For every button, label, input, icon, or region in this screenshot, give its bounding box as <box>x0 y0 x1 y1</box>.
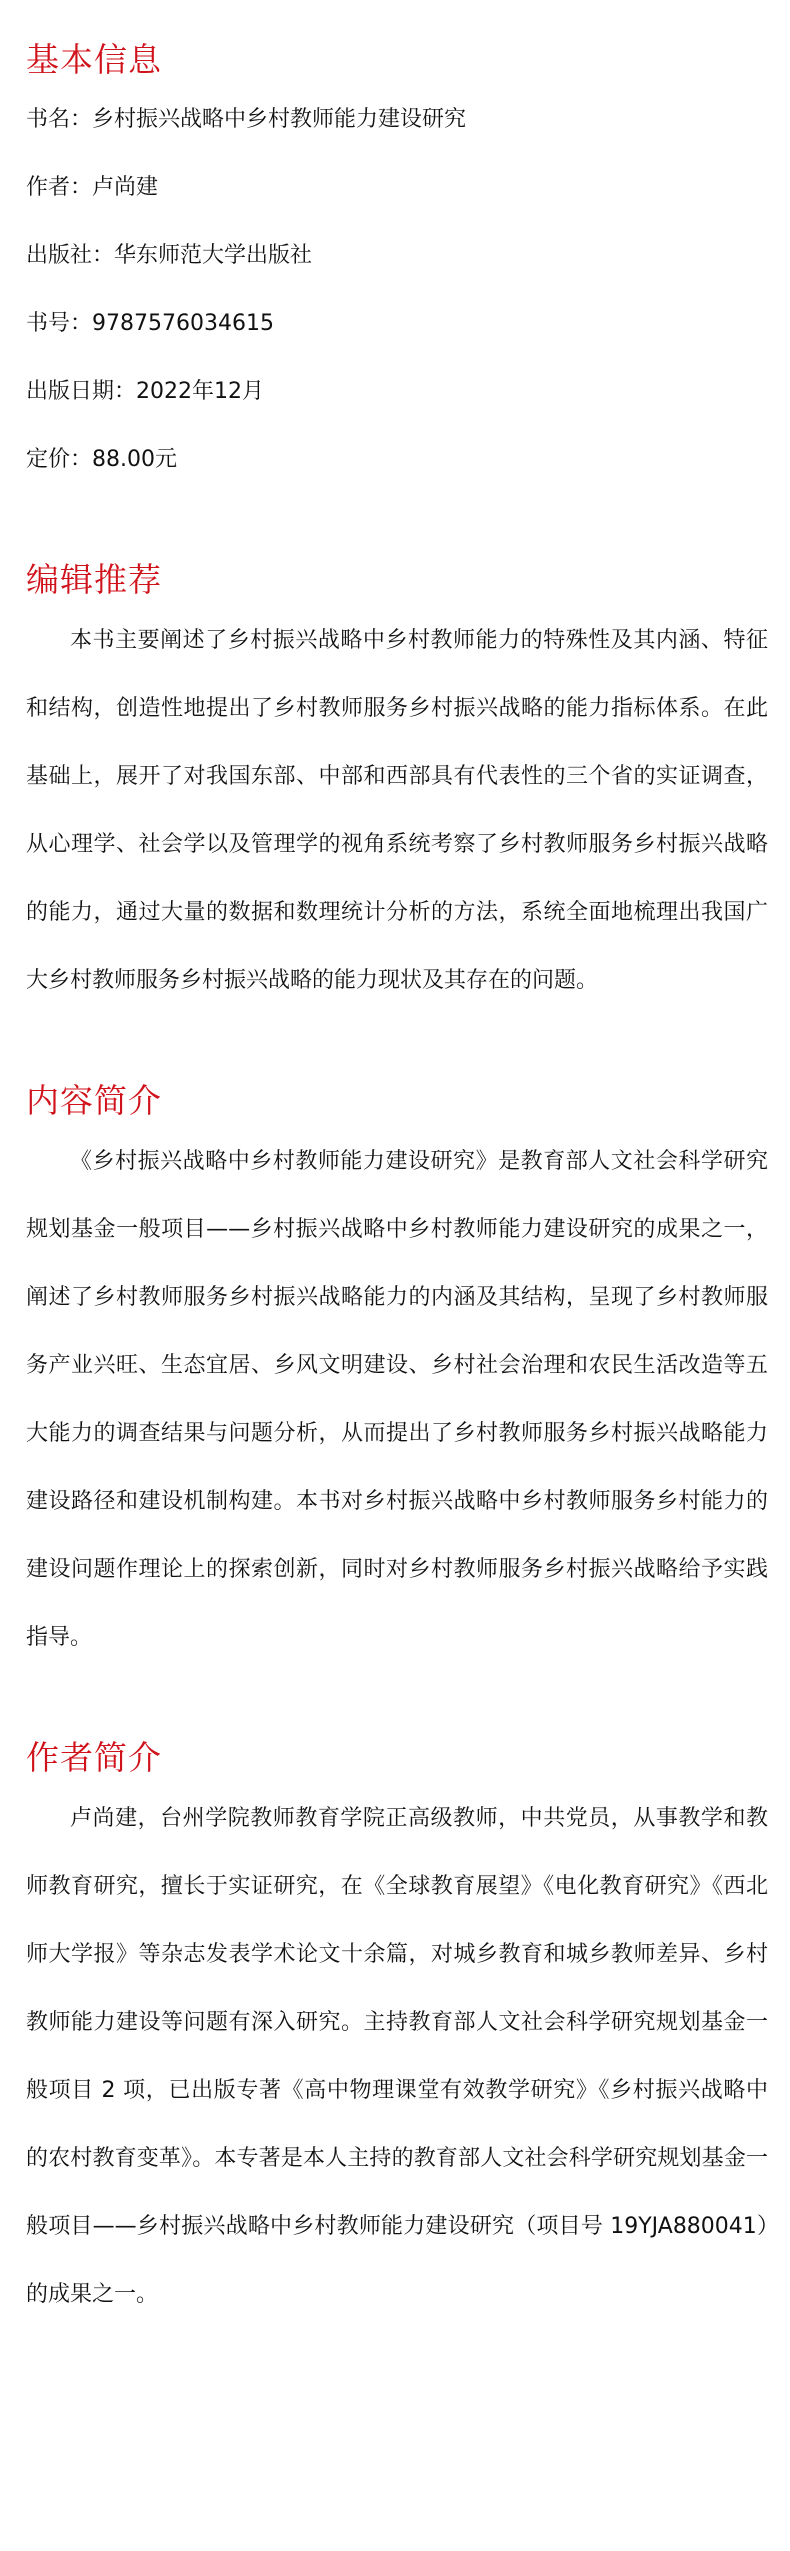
info-label: 定价 <box>26 447 71 472</box>
info-value: 卢尚建 <box>92 175 159 200</box>
info-value: 乡村振兴战略中乡村教师能力建设研究 <box>92 107 467 132</box>
info-line-author <box>26 154 768 222</box>
info-line-price <box>26 426 768 494</box>
info-label: 作者 <box>26 175 71 200</box>
author-intro-section <box>26 1734 768 2329</box>
editor-recommendation-section <box>26 556 768 1015</box>
editor-recommendation-title: 编辑推荐 <box>26 560 162 599</box>
content-intro-text: 《乡村振兴战略中乡村教师能力建设研究》是教育部人文社会科学研究规划基金一般项目——乡村振兴战略中乡村教师能力建设研究的成果之一，阐述了乡村教师服务乡村振兴战略能力的内涵及其结构，呈现了乡村教师服务产业兴旺、生态宜居、乡风文明建设、乡村社会治理和农民生活改造等五大能力的调查结果与问题分析，从而提出了乡村教师服务乡村振兴战略能力建设路径和建设机制构建。本书对乡村振兴战略中乡村教师服务乡村能力的建设问题作理论上的探索创新，同时对乡村教师服务乡村振兴战略给予实践指导。 <box>26 1149 768 1650</box>
info-separator: ： <box>70 447 93 472</box>
info-label: 出版日期 <box>26 379 115 404</box>
info-separator: ： <box>70 107 93 132</box>
info-value: 华东师范大学出版社 <box>114 243 313 268</box>
content-intro-section <box>26 1077 768 1672</box>
info-value: 9787576034615 <box>92 311 274 336</box>
info-separator: ： <box>92 243 115 268</box>
basic-info-section <box>26 0 768 494</box>
basic-info-list <box>26 86 768 494</box>
info-label: 书名 <box>26 107 71 132</box>
info-value: 88.00元 <box>92 447 178 472</box>
info-separator: ： <box>70 175 93 200</box>
editor-recommendation-text: 本书主要阐述了乡村振兴战略中乡村教师能力的特殊性及其内涵、特征和结构，创造性地提出了乡村教师服务乡村振兴战略的能力指标体系。在此基础上，展开了对我国东部、中部和西部具有代表性的三个省的实证调查，从心理学、社会学以及管理学的视角系统考察了乡村教师服务乡村振兴战略的能力，通过大量的数据和数理统计分析的方法，系统全面地梳理出我国广大乡村教师服务乡村振兴战略的能力现状及其存在的问题。 <box>26 628 768 993</box>
basic-info-title: 基本信息 <box>26 40 162 79</box>
info-separator: ： <box>70 311 93 336</box>
info-label: 书号 <box>26 311 71 336</box>
info-separator: ： <box>114 379 137 404</box>
info-line-publisher <box>26 222 768 290</box>
info-value: 2022年12月 <box>136 379 265 404</box>
author-intro-title: 作者简介 <box>26 1738 162 1777</box>
author-intro-text: 卢尚建，台州学院教师教育学院正高级教师，中共党员，从事教学和教师教育研究，擅长于实证研究，在《全球教育展望》《电化教育研究》《西北师大学报》等杂志发表学术论文十余篇，对城乡教育和城乡教师差异、乡村教师能力建设等问题有深入研究。主持教育部人文社会科学研究规划基金一般项目 2 项，已出版专著《高中物理课堂有效教学研究》《乡村振兴战略中的农村教育变革》。本专著是本人主持的教育部人文社会科学研究规划基金一般项目——乡村振兴战略中乡村教师能力建设研究（项目号 19YJA880041）的成果之一。 <box>26 1806 768 2307</box>
info-line-isbn <box>26 290 768 358</box>
info-line-book-title <box>26 86 768 154</box>
info-label: 出版社 <box>26 243 93 268</box>
content-intro-title: 内容简介 <box>26 1081 162 1120</box>
info-line-publish-date <box>26 358 768 426</box>
